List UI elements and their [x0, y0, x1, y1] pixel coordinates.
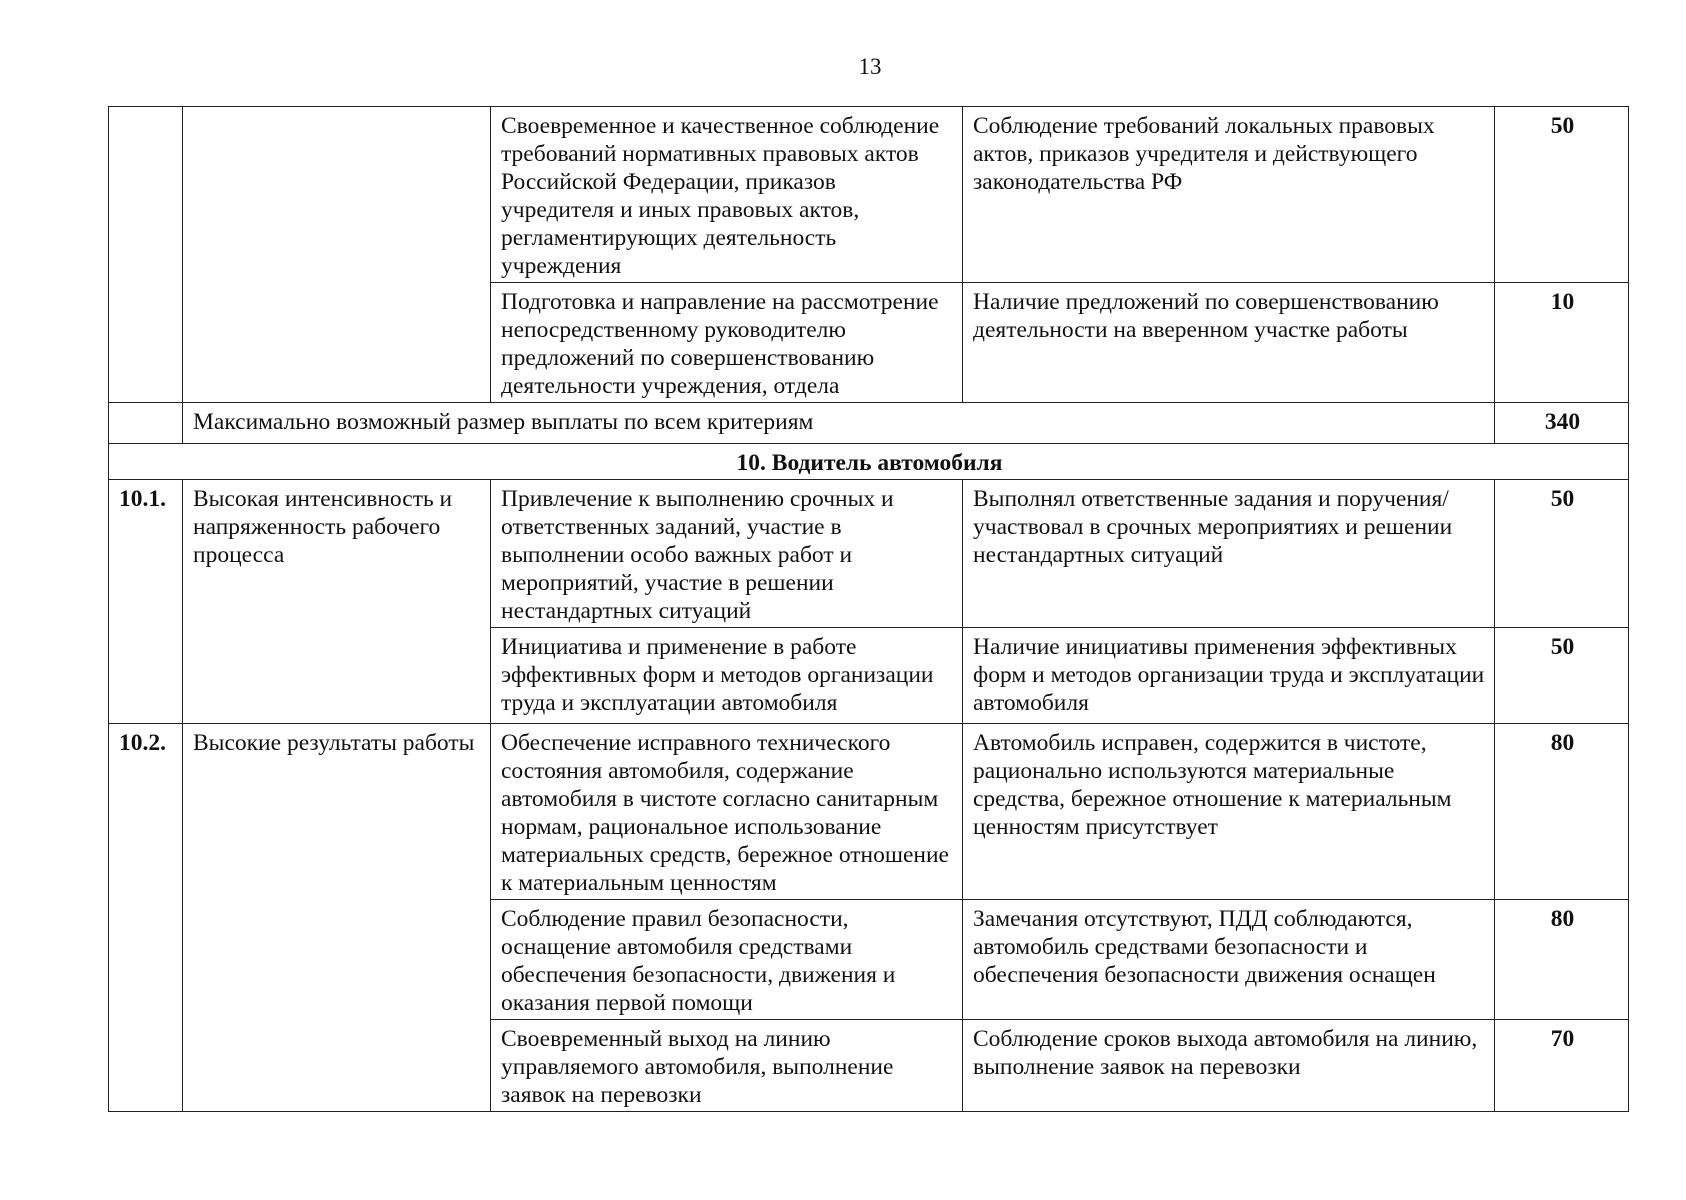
score-cell: 10	[1495, 283, 1629, 403]
score-cell: 50	[1495, 107, 1629, 283]
indicator-cell: Своевременный выход на линию управляемого автомобиля, выполнение заявок на перевозки	[491, 1020, 963, 1112]
criteria-table	[108, 106, 1629, 1112]
criterion-cell: Соблюдение сроков выхода автомобиля на линию, выполнение заявок на перевозки	[963, 1020, 1495, 1112]
criterion-cell: Наличие инициативы применения эффективных форм и методов организации труда и эксплуатации автомобиля	[963, 628, 1495, 724]
indicator-cell: Соблюдение правил безопасности, оснащение автомобиля средствами обеспечения безопасности, движения и оказания первой помощи	[491, 900, 963, 1020]
table-row	[109, 107, 1629, 283]
score-cell: 50	[1495, 480, 1629, 628]
criterion-cell: Автомобиль исправен, содержится в чистоте, рационально используются материальные средства, бережное отношение к материальным ценностям присутствует	[963, 724, 1495, 900]
criterion-name: Высокая интенсивность и напряженность рабочего процесса	[183, 480, 491, 724]
indicator-cell: Подготовка и направление на рассмотрение непосредственному руководителю предложений по совершенствованию деятельности учреждения, отдела	[491, 283, 963, 403]
indicator-cell: Привлечение к выполнению срочных и ответственных заданий, участие в выполнении особо важных работ и мероприятий, участие в решении нестандартных ситуаций	[491, 480, 963, 628]
indicator-cell: Своевременное и качественное соблюдение требований нормативных правовых актов Российской Федерации, приказов учредителя и иных правовых актов, регламентирующих деятельность учреждения	[491, 107, 963, 283]
criterion-number: 10.1.	[109, 480, 183, 724]
empty-number-cell	[109, 107, 183, 403]
total-row	[109, 403, 1629, 444]
empty-number-cell	[109, 403, 183, 444]
criterion-number: 10.2.	[109, 724, 183, 1112]
section-row	[109, 444, 1629, 480]
criterion-cell: Выполнял ответственные задания и поручения/участвовал в срочных мероприятиях и решении нестандартных ситуаций	[963, 480, 1495, 628]
section-title: 10. Водитель автомобиля	[109, 444, 1629, 480]
score-cell: 50	[1495, 628, 1629, 724]
total-label: Максимально возможный размер выплаты по всем критериям	[183, 403, 1495, 444]
empty-name-cell	[183, 107, 491, 403]
criterion-cell: Наличие предложений по совершенствованию деятельности на вверенном участке работы	[963, 283, 1495, 403]
criterion-cell: Замечания отсутствуют, ПДД соблюдаются, автомобиль средствами безопасности и обеспечения безопасности движения оснащен	[963, 900, 1495, 1020]
indicator-cell: Обеспечение исправного технического состояния автомобиля, содержание автомобиля в чистоте согласно санитарным нормам, рациональное использование материальных средств, бережное отношение к материальным ценностям	[491, 724, 963, 900]
table-row	[109, 480, 1629, 628]
total-score: 340	[1495, 403, 1629, 444]
indicator-cell: Инициатива и применение в работе эффективных форм и методов организации труда и эксплуатации автомобиля	[491, 628, 963, 724]
criterion-cell: Соблюдение требований локальных правовых актов, приказов учредителя и действующего законодательства РФ	[963, 107, 1495, 283]
score-cell: 80	[1495, 900, 1629, 1020]
criterion-name: Высокие результаты работы	[183, 724, 491, 1112]
score-cell: 80	[1495, 724, 1629, 900]
table-row	[109, 724, 1629, 900]
score-cell: 70	[1495, 1020, 1629, 1112]
page-number: 13	[858, 54, 882, 79]
